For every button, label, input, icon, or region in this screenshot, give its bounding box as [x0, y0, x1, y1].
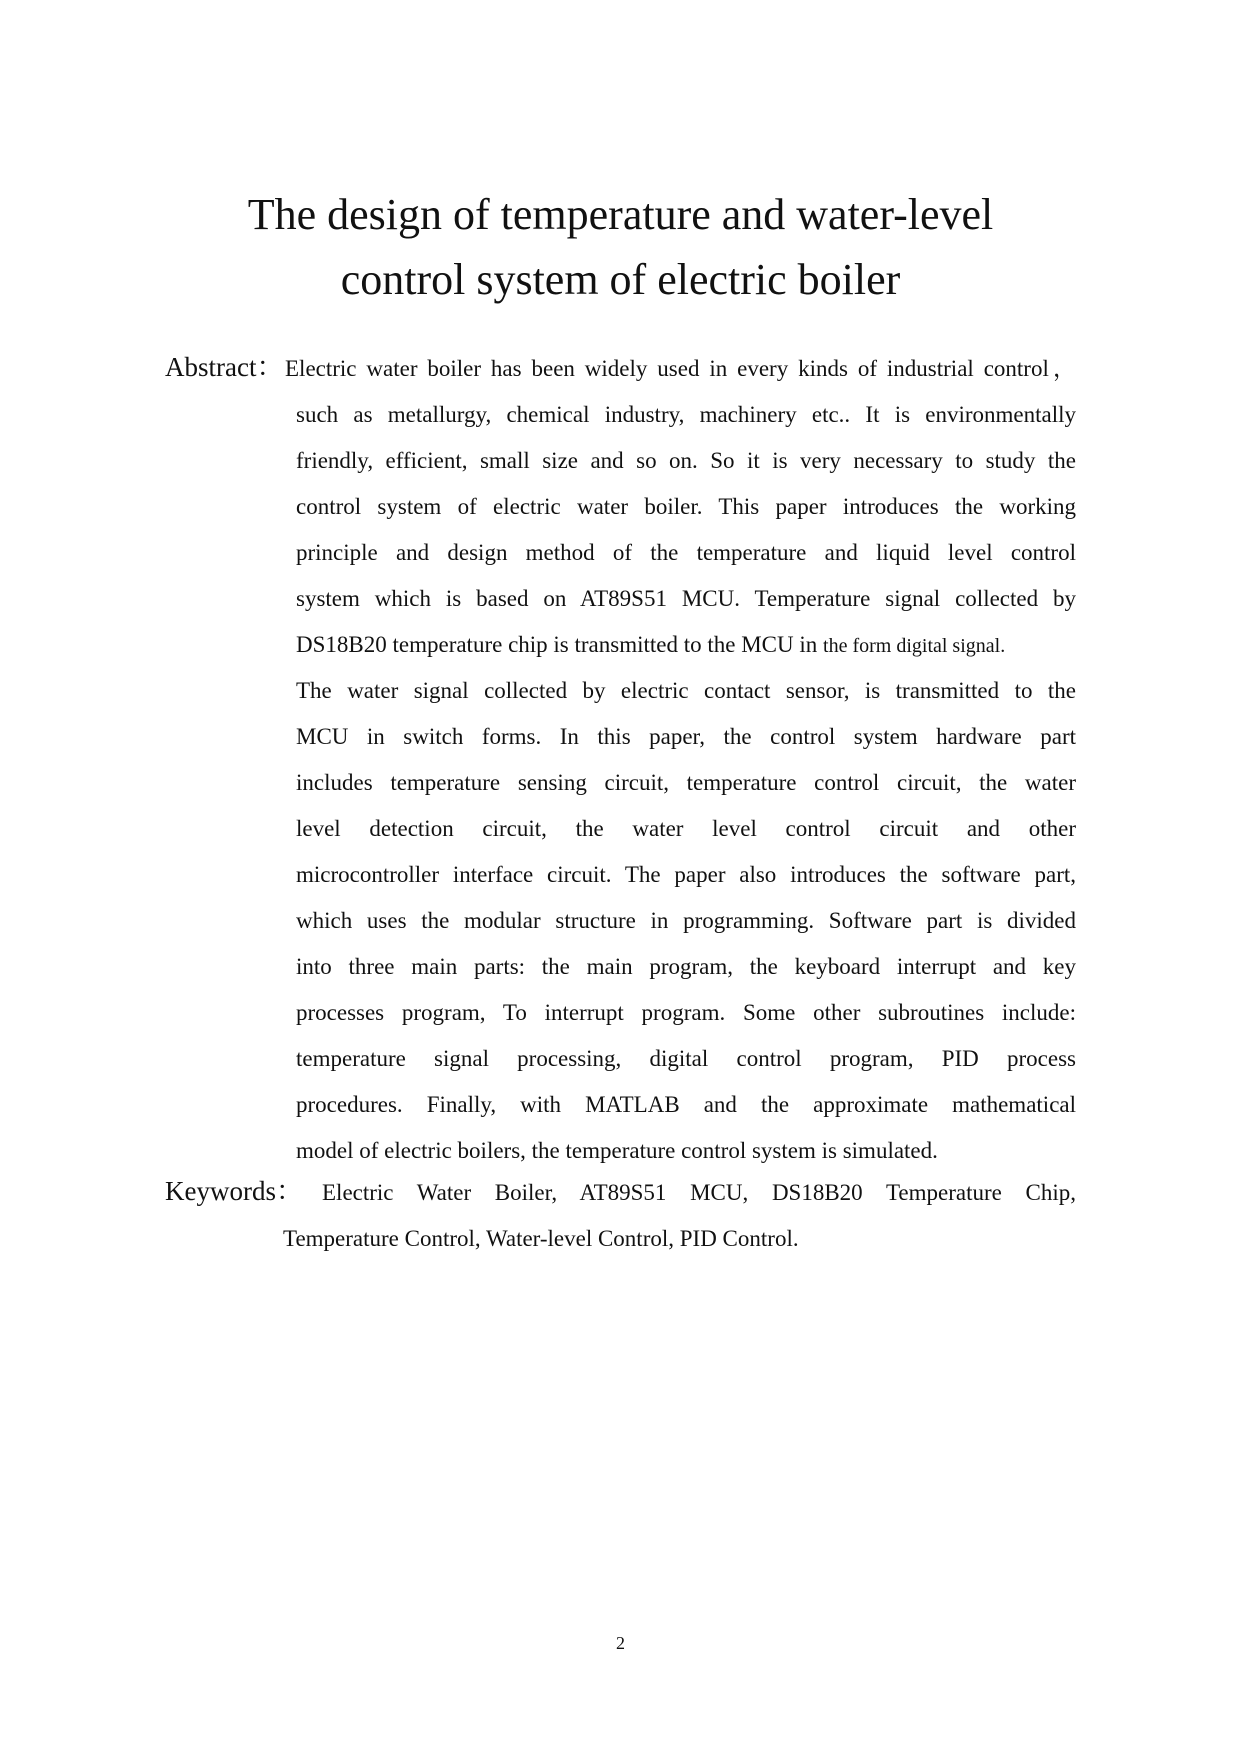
keywords-line-2: Temperature Control, Water-level Control, PID Control.	[283, 1226, 799, 1251]
page-number: 2	[616, 1633, 625, 1653]
paper-title-line-2: control system of electric boiler	[340, 255, 901, 304]
keywords-label: Keywords：	[165, 1176, 303, 1206]
abstract-line-2: such as metallurgy, chemical industry, machinery etc.. It is environmentally	[296, 402, 1076, 427]
abstract-line-4: control system of electric water boiler. This paper introduces the working	[296, 494, 1076, 519]
paper-title-line-1: The design of temperature and water-level	[247, 190, 994, 239]
abstract-line-1: Electric water boiler has been widely used in every kinds of industrial control，	[285, 356, 1076, 381]
abstract-line-15: processes program, To interrupt program. Some other subroutines include:	[296, 1000, 1076, 1025]
abstract-line-14: into three main parts: the main program, the keyboard interrupt and key	[296, 954, 1076, 979]
abstract-line-18: model of electric boilers, the temperature control system is simulated.	[296, 1138, 938, 1163]
abstract-line-17: procedures. Finally, with MATLAB and the approximate mathematical	[296, 1092, 1076, 1117]
abstract-line-5: principle and design method of the temperature and liquid level control	[296, 540, 1076, 565]
abstract-label: Abstract：	[165, 352, 284, 382]
abstract-line-16: temperature signal processing, digital control program, PID process	[296, 1046, 1076, 1071]
abstract-line-6: system which is based on AT89S51 MCU. Temperature signal collected by	[296, 586, 1076, 611]
abstract-line-11: level detection circuit, the water level control circuit and other	[296, 816, 1076, 841]
abstract-line-3: friendly, efficient, small size and so on. So it is very necessary to study the	[296, 448, 1076, 473]
keywords-line-1: Electric Water Boiler, AT89S51 MCU, DS18B20 Temperature Chip,	[322, 1180, 1076, 1205]
abstract-line-9: MCU in switch forms. In this paper, the control system hardware part	[296, 724, 1076, 749]
abstract-line-7-tail: the form digital signal.	[823, 635, 1006, 657]
abstract-line-12: microcontroller interface circuit. The paper also introduces the software part,	[296, 862, 1076, 887]
abstract-line-7-main: DS18B20 temperature chip is transmitted to the MCU in	[296, 632, 824, 657]
abstract-line-10: includes temperature sensing circuit, temperature control circuit, the water	[296, 770, 1076, 795]
abstract-line-8: The water signal collected by electric contact sensor, is transmitted to the	[296, 678, 1076, 703]
abstract-line-13: which uses the modular structure in programming. Software part is divided	[296, 908, 1076, 933]
abstract-line-7	[296, 630, 1076, 661]
paper-title	[0, 182, 1241, 312]
